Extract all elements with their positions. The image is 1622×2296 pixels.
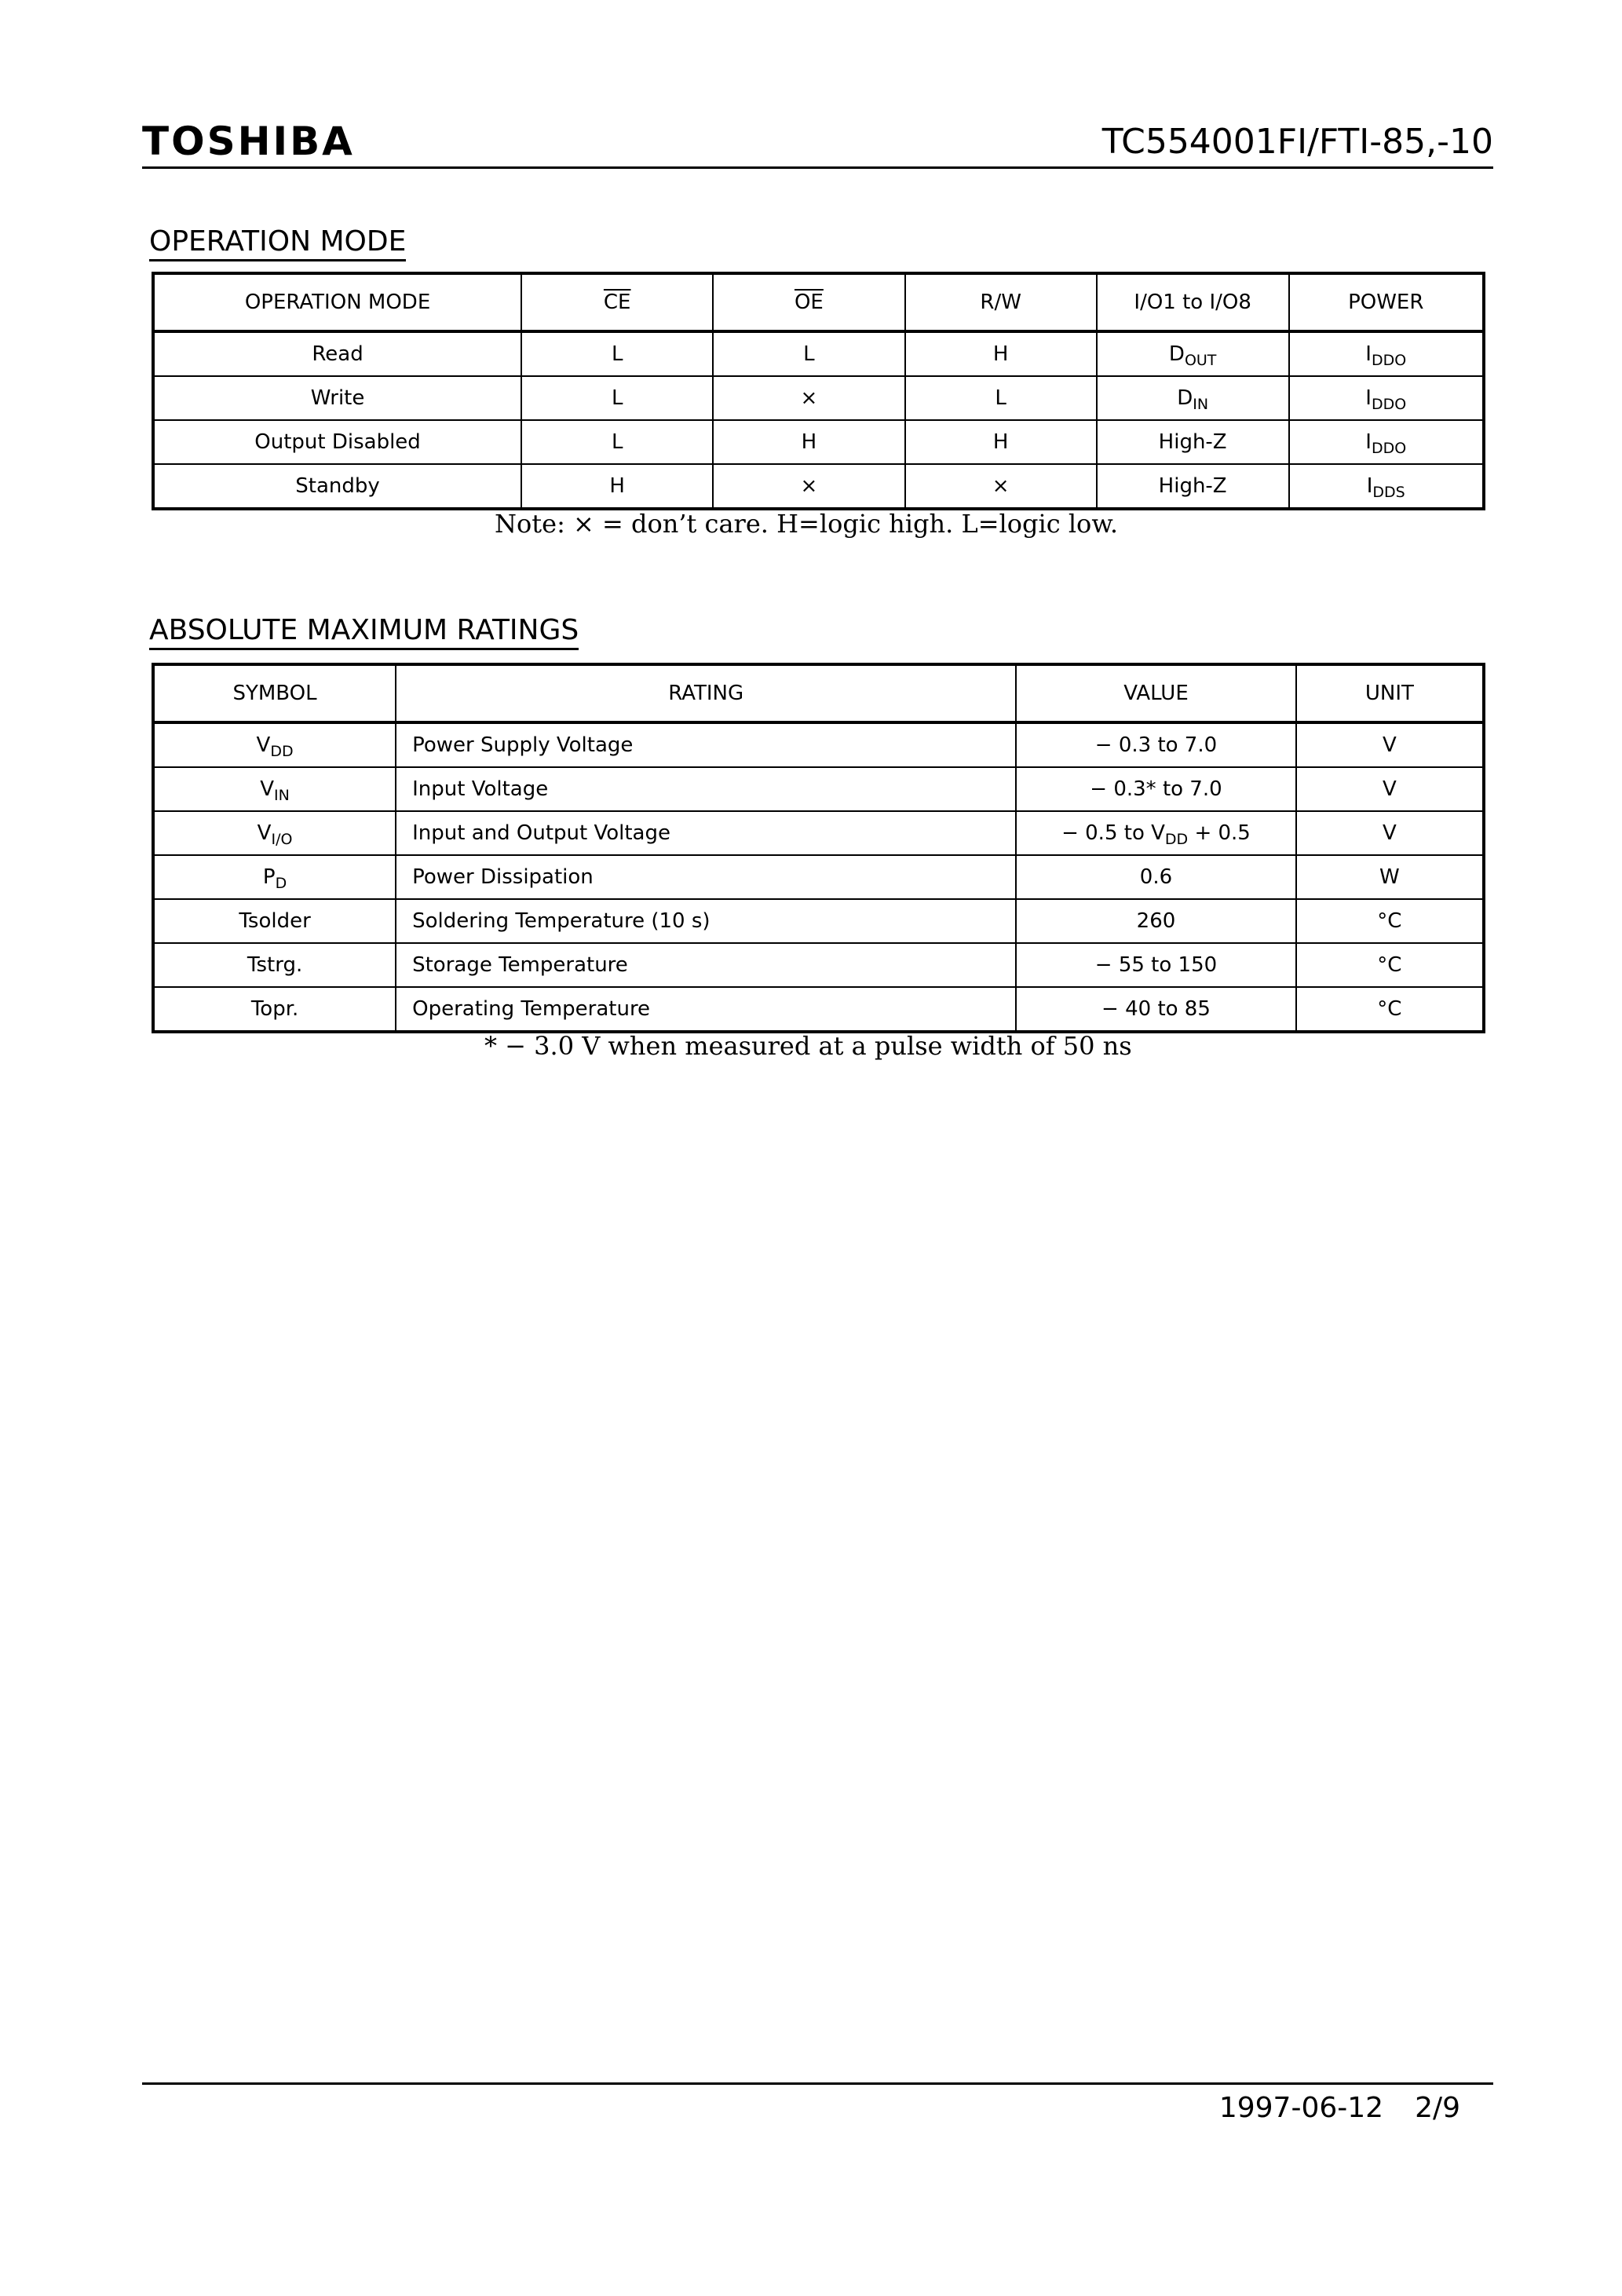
table-row: $V_{I/O}$ Input and Output Voltage − 0.5 to $V_{DD} + 0.5$ V: [153, 811, 1484, 855]
table-row: Read L L H $D_{OUT}$ $I_{DDO}$: [153, 331, 1484, 376]
absolute-maximum-ratings-table: [152, 663, 1485, 1033]
col-symbol: SYMBOL: [153, 664, 396, 722]
table-row: Write L × L $D_{IN}$ $I_{DDO}$: [153, 376, 1484, 420]
footer-text: [1219, 2091, 1460, 2126]
col-rating: RATING: [396, 664, 1016, 722]
table-row: Output Disabled L H H High-Z $I_{DDO}$: [153, 420, 1484, 464]
page-header: [142, 118, 1493, 169]
table-header-row: [153, 273, 1484, 331]
col-oe: $\overline{OE}$: [713, 273, 904, 331]
table-row: $V_{DD}$ Power Supply Voltage − 0.3 to 7.0 V: [153, 722, 1484, 767]
table-row: Standby H × × High-Z $I_{DDS}$: [153, 464, 1484, 509]
col-power: POWER: [1289, 273, 1485, 331]
page-footer: [142, 2082, 1493, 2124]
table-header-row: [153, 664, 1484, 722]
page-number: 2/9: [1415, 2092, 1460, 2124]
col-operation-mode: OPERATION MODE: [153, 273, 521, 331]
operation-mode-note: Note: × = don’t care. H=logic high. L=logic low.: [495, 509, 1119, 539]
table-row: Tstrg. Storage Temperature − 55 to 150 °C: [153, 943, 1484, 987]
footer-date: 1997-06-12: [1218, 2092, 1384, 2124]
absolute-maximum-ratings-title: ABSOLUTE MAXIMUM RATINGS: [149, 613, 579, 650]
table-row: Tsolder Soldering Temperature (10 s) 260 °C: [153, 899, 1484, 943]
operation-mode-table: [152, 272, 1485, 510]
part-number: TC554001FI/FTI-85,-10: [1101, 122, 1493, 162]
operation-mode-title: OPERATION MODE: [149, 225, 406, 261]
table-row: $V_{IN}$ Input Voltage − 0.3* to 7.0 V: [153, 767, 1484, 811]
col-ce: $\overline{CE}$: [521, 273, 713, 331]
toshiba-logo: TOSHIBA: [142, 119, 355, 164]
col-value: VALUE: [1016, 664, 1296, 722]
table-row: $P_D$ Power Dissipation 0.6 W: [153, 855, 1484, 899]
col-unit: UNIT: [1296, 664, 1484, 722]
col-rw: R/W: [905, 273, 1097, 331]
col-io: I/O1 to I/O8: [1097, 273, 1289, 331]
ratings-footnote: * − 3.0 V when measured at a pulse width of 50 ns: [484, 1031, 1132, 1061]
table-row: Topr. Operating Temperature − 40 to 85 °C: [153, 987, 1484, 1032]
